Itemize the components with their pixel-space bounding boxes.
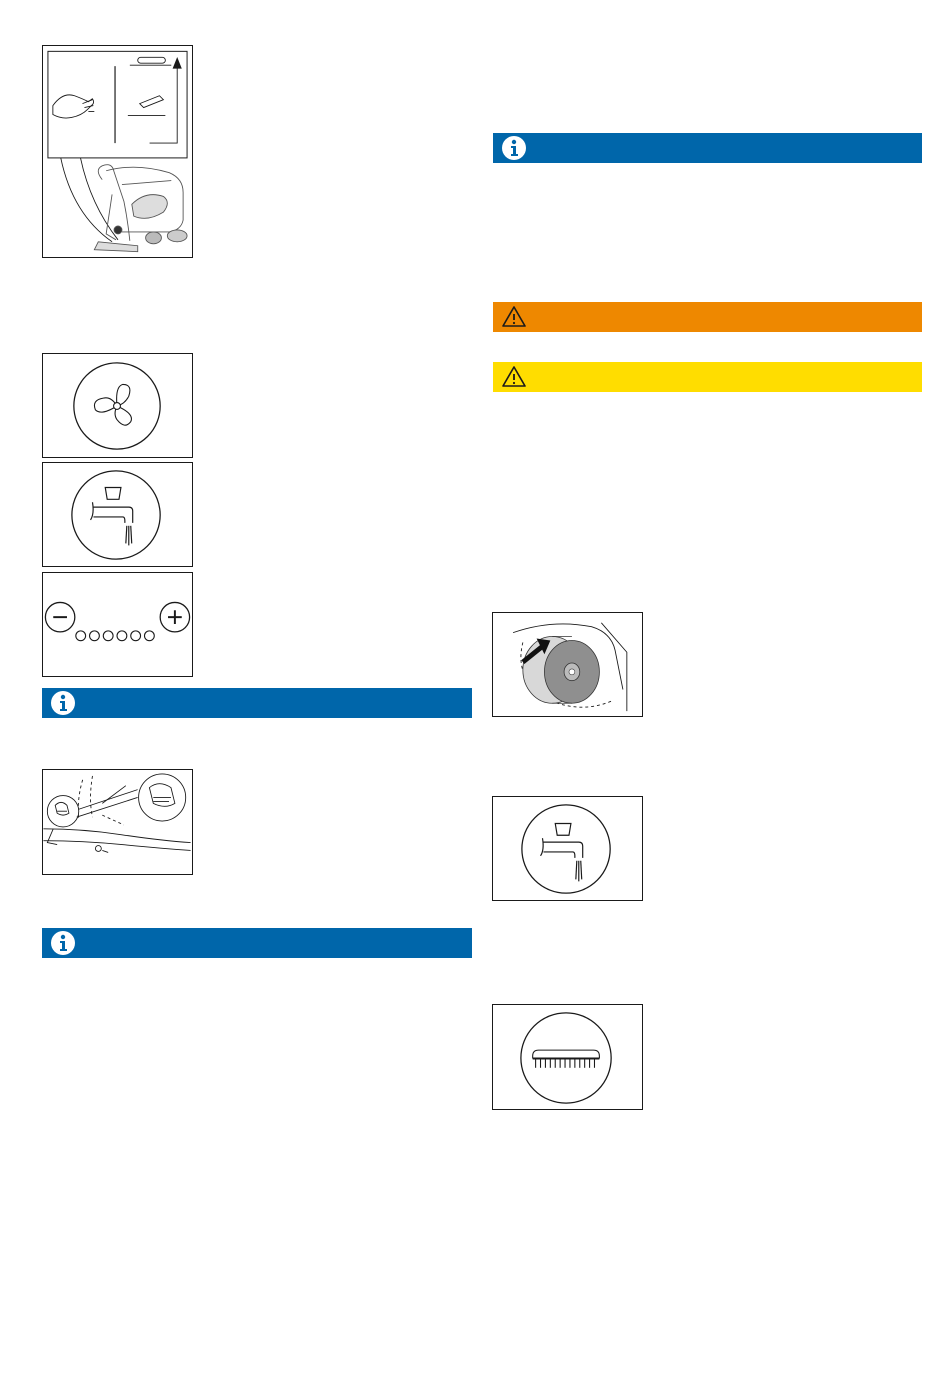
level-dots-icon — [76, 631, 154, 641]
info-icon — [50, 930, 76, 956]
info-icon — [501, 135, 527, 161]
brush-figure — [492, 1004, 643, 1110]
brush-pad-figure — [492, 612, 643, 717]
water-tap-figure-2 — [492, 796, 643, 901]
info-icon — [50, 690, 76, 716]
minus-icon — [45, 602, 74, 631]
info-notice-bar — [42, 928, 472, 958]
info-notice-bar — [493, 133, 922, 163]
warning-triangle-icon — [501, 305, 527, 329]
water-tap-figure — [42, 462, 193, 567]
scrubber-machine-icon — [43, 46, 192, 257]
caution-notice-bar — [493, 362, 922, 392]
fan-icon — [94, 384, 131, 425]
handle-lever-icon — [43, 770, 192, 874]
warning-notice-bar — [493, 302, 922, 332]
water-tap-icon — [541, 823, 583, 881]
info-notice-bar — [42, 688, 472, 718]
machine-lever-figure — [42, 45, 193, 258]
handle-lever-figure — [42, 769, 193, 875]
plus-icon — [160, 602, 189, 631]
water-tap-icon — [91, 488, 133, 546]
warning-triangle-icon — [501, 365, 527, 389]
flow-adjust-figure — [42, 572, 193, 677]
vacuum-fan-figure — [42, 353, 193, 458]
brush-icon — [533, 1050, 600, 1068]
brush-pad-icon — [523, 637, 600, 704]
